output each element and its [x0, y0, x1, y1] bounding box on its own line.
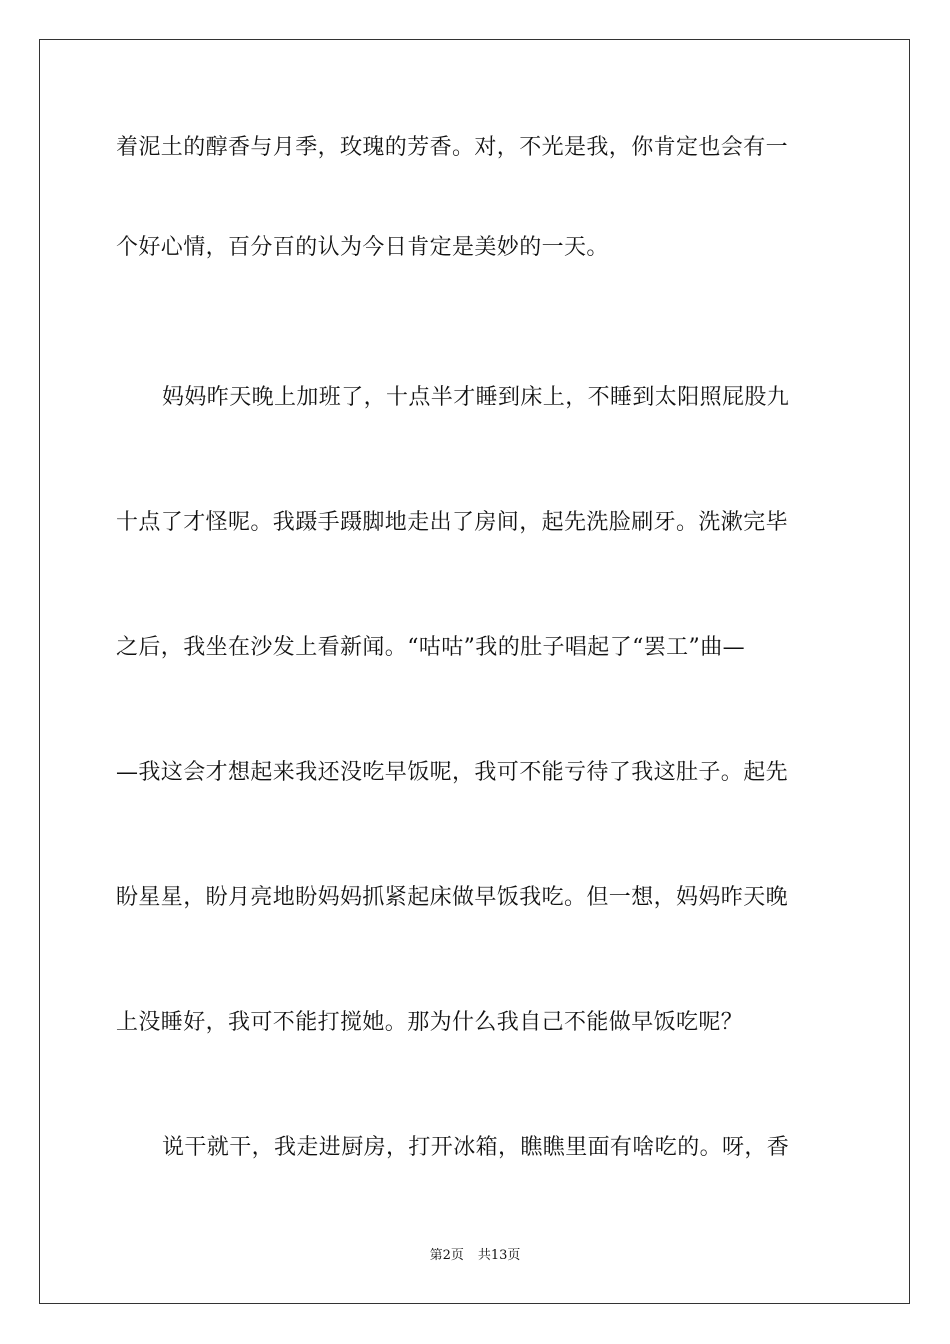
text-line: 上没睡好，我可不能打搅她。那为什么我自己不能做早饭吃呢？	[116, 1010, 744, 1035]
page-footer	[0, 1247, 950, 1265]
text-line: 盼星星，盼月亮地盼妈妈抓紧起床做早饭我吃。但一想，妈妈昨天晚	[116, 885, 789, 910]
page-total: 共13页	[477, 1248, 521, 1263]
text-line: 之后，我坐在沙发上看新闻。“咕咕”我的肚子唱起了“罢工”曲—	[116, 635, 745, 660]
text-line: —我这会才想起来我还没吃早饭呢，我可不能亏待了我这肚子。起先	[116, 760, 789, 785]
page-frame	[39, 39, 910, 1304]
page-number: 第2页	[429, 1248, 464, 1263]
paragraph-first-line: 说干就干，我走进厨房，打开冰箱，瞧瞧里面有啥吃的。呀，香	[162, 1135, 790, 1160]
text-line: 着泥土的醇香与月季，玫瑰的芳香。对，不光是我，你肯定也会有一	[116, 135, 789, 160]
text-line: 个好心情，百分百的认为今日肯定是美妙的一天。	[116, 235, 609, 260]
paragraph-first-line: 妈妈昨天晚上加班了，十点半才睡到床上，不睡到太阳照屁股九	[162, 385, 790, 410]
text-line: 十点了才怪呢。我蹑手蹑脚地走出了房间，起先洗脸刷牙。洗漱完毕	[116, 510, 789, 535]
